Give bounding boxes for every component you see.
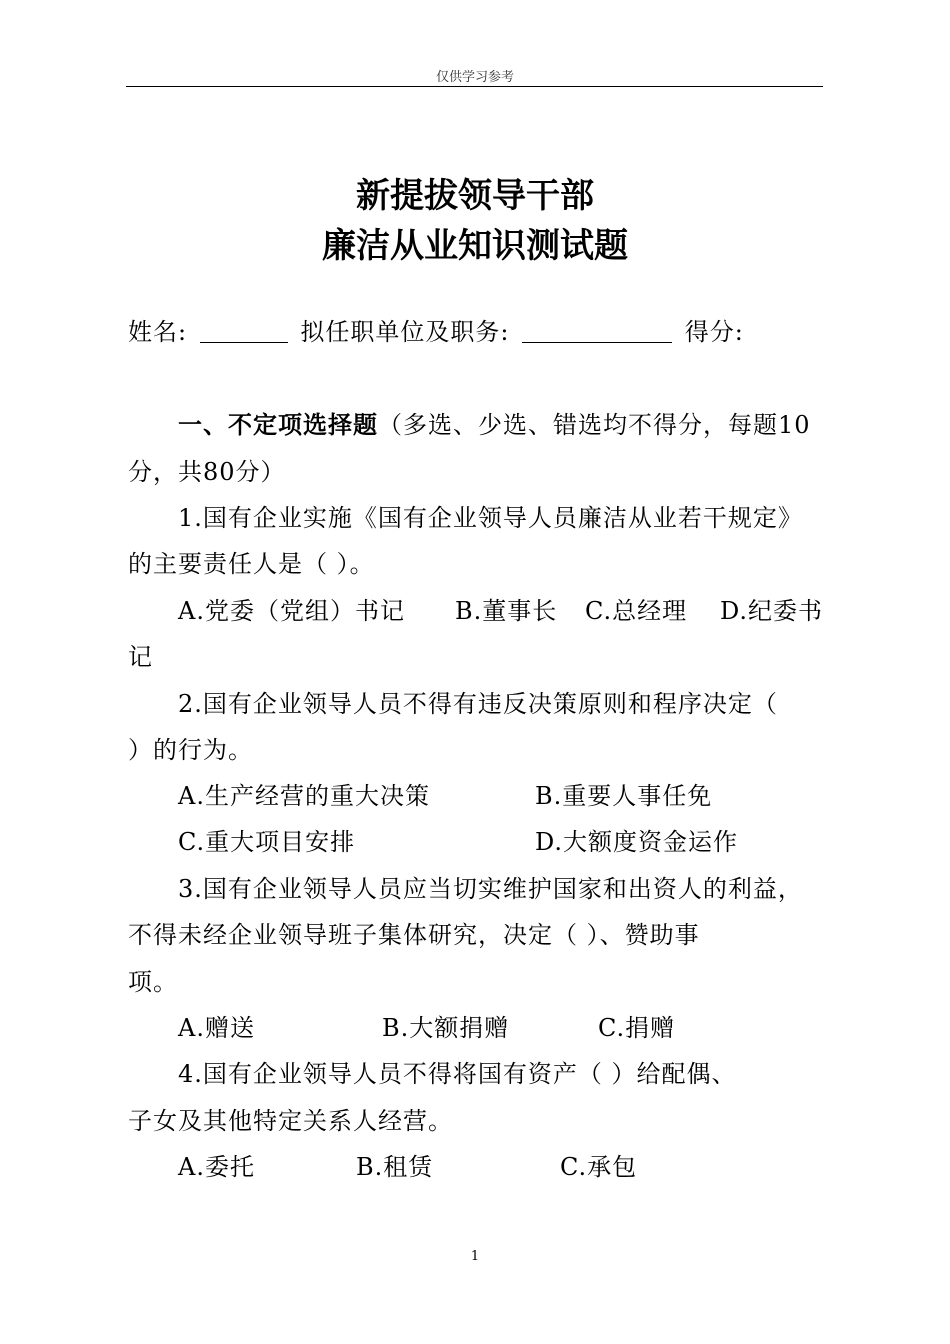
question-4-option-c: C.承包 (560, 1153, 638, 1181)
question-1-text: 1.国有企业实施《国有企业领导人员廉洁从业若干规定》 (178, 504, 803, 532)
question-2-option-b: B.重要人事任免 (535, 782, 713, 810)
question-1-option-d: D.纪委书 (720, 597, 824, 625)
question-4-text-cont: 子女及其他特定关系人经营。 (128, 1107, 453, 1135)
question-3-option-c: C.捐赠 (598, 1014, 676, 1042)
question-4-option-b: B.租赁 (356, 1153, 434, 1181)
section-heading: 一、不定项选择题 (178, 411, 378, 439)
section-heading-row (178, 405, 878, 440)
document-title-line2: 廉洁从业知识测试题 (322, 226, 628, 266)
question-3-option-b: B.大额捐赠 (382, 1014, 510, 1042)
document-title-line1: 新提拔领导干部 (356, 176, 594, 216)
page-header: 仅供学习参考 (435, 70, 514, 85)
section-note-cont: 分，共80分） (128, 458, 286, 486)
page-number: 1 (470, 1249, 480, 1264)
name-blank[interactable] (200, 320, 288, 343)
section-note: （多选、少选、错选均不得分，每题10 (378, 411, 811, 439)
question-2-option-d: D.大额度资金运作 (535, 828, 739, 856)
question-4-option-a: A.委托 (178, 1153, 255, 1181)
position-blank[interactable] (522, 320, 672, 343)
name-label: 姓名: (128, 318, 188, 346)
question-3-text-cont2: 项。 (128, 968, 178, 996)
info-row (128, 312, 828, 347)
question-2-text: 2.国有企业领导人员不得有违反决策原则和程序决定（ (178, 690, 778, 718)
score-label: 得分: (684, 318, 744, 346)
question-1-option-d-cont: 记 (128, 643, 153, 671)
question-3-text: 3.国有企业领导人员应当切实维护国家和出资人的利益， (178, 875, 803, 903)
question-2-option-c: C.重大项目安排 (178, 828, 356, 856)
question-3-option-a: A.赠送 (178, 1014, 255, 1042)
question-1-option-c: C.总经理 (585, 597, 688, 625)
question-1-option-b: B.董事长 (455, 597, 558, 625)
header-rule (126, 86, 823, 87)
position-label: 拟任职单位及职务: (300, 318, 510, 346)
question-1-text-cont: 的主要责任人是（ ）。 (128, 550, 375, 578)
question-1-option-a: A.党委（党组）书记 (178, 597, 405, 625)
question-3-text-cont: 不得未经企业领导班子集体研究，决定（ ）、赞助事 (128, 921, 700, 949)
question-2-text-cont: ）的行为。 (128, 736, 253, 764)
question-4-text: 4.国有企业领导人员不得将国有资产（ ）给配偶、 (178, 1060, 737, 1088)
question-2-option-a: A.生产经营的重大决策 (178, 782, 430, 810)
